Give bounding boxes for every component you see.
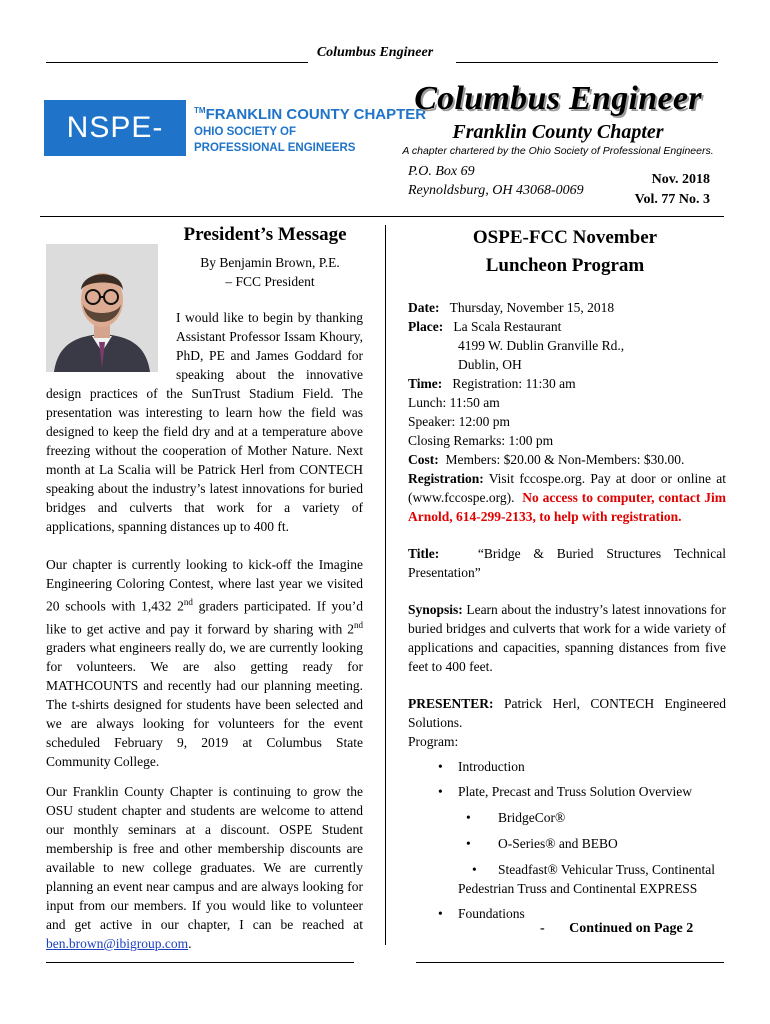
lunch-time: Lunch: 11:50 am (408, 395, 500, 410)
top-rule-right (456, 62, 718, 63)
place-label: Place: (408, 319, 444, 334)
luncheon-heading (420, 224, 710, 280)
photo-wrap-space (46, 308, 176, 384)
closing-time: Closing Remarks: 1:00 pm (408, 433, 554, 448)
bullet-dot: • (438, 784, 443, 799)
time-value: Registration: 11:30 am (452, 376, 576, 391)
president-paragraph-3: Our Franklin County Chapter is continuing to grow the OSU student chapter and students are welcome to attend our monthly seminars at a discount. OSPE Student membership is free and other membership discounts are available to new college graduates. We are currently planning an event near campus and are always looking for input from our members. If you would like to volunteer and get active in our chapter, I can be reached at ben.brown@ibigroup.com. (46, 784, 363, 951)
registration-label: Registration: (408, 471, 484, 486)
program-subitem: Steadfast® Vehicular Truss, Continental (498, 862, 715, 877)
cost-label: Cost: (408, 452, 439, 467)
top-rule-left (46, 62, 308, 63)
logo-wordmark (194, 102, 427, 156)
place-line1: La Scala Restaurant (453, 319, 562, 334)
president-byline (175, 253, 365, 291)
president-email-link[interactable]: ben.brown@ibigroup.com (46, 936, 189, 951)
time-label: Time: (408, 376, 443, 391)
logo-line1: FRANKLIN COUNTY CHAPTER (205, 106, 427, 123)
title-value: “Bridge & Buried Structures Technical Presentation” (408, 546, 727, 580)
program-subitem: O-Series® and BEBO (498, 836, 618, 851)
registration-info (408, 469, 726, 526)
program-item: Foundations (458, 906, 525, 921)
bottom-rule-left (46, 962, 354, 963)
masthead-title: Columbus Engineer (414, 80, 702, 117)
program-item: Plate, Precast and Truss Solution Overview (458, 784, 692, 799)
nspe-oh-logo (44, 100, 427, 200)
column-divider (385, 225, 386, 945)
presentation-title (408, 544, 726, 582)
bullet-dot: • (472, 862, 477, 877)
issue-info (600, 170, 710, 210)
logo-mark: NSPE-OH (44, 100, 186, 156)
byline-name: By Benjamin Brown, P.E. (200, 255, 340, 270)
presenter (408, 694, 726, 751)
continued-on-page: Continued on Page 2 (569, 921, 694, 936)
issue-volume: Vol. 77 No. 3 (634, 192, 710, 207)
continued-dash: - (540, 921, 545, 936)
bullet-dot: • (466, 810, 471, 825)
running-header-title: Columbus Engineer (316, 45, 434, 60)
program-subitem-continued: Pedestrian Truss and Continental EXPRESS (458, 881, 698, 896)
presenter-label: PRESENTER: (408, 696, 494, 711)
mailing-address (408, 162, 584, 200)
continued-note (540, 921, 712, 937)
date-value: Thursday, November 15, 2018 (449, 300, 615, 315)
logo-line2: OHIO SOCIETY OF (194, 126, 297, 138)
synopsis-value: Learn about the industry’s latest innovations for buried bridges and culverts that work for a wide variety of applications and capacities, spanning distances from five feet to 400 feet. (408, 602, 727, 674)
presenter-value: Patrick Herl, CONTECH Engineered Solutions. (408, 696, 726, 730)
bottom-rule-right (416, 962, 724, 963)
synopsis-label: Synopsis: (408, 602, 463, 617)
logo-line3: PROFESSIONAL ENGINEERS (194, 142, 356, 154)
luncheon-heading-line1: OSPE-FCC November (472, 227, 658, 248)
logo-trademark: TM (194, 106, 206, 115)
president-paragraph-2: Our chapter is currently looking to kick-off the Imagine Engineering Coloring Contest, where last year we visited 20 schools with 1,432 2nd graders participated. If you’d like to get active and pay it forward by sharing with 2nd graders what engineers really do, we are currently looking for volunteers. We are also getting ready for MATHCOUNTS and recently had our planning meeting. The t-shirts designed for students have been selected and we are always looking for volunteers for the event scheduled February 9, 2019 at Columbus State Community College. (46, 557, 363, 769)
registration-value: Visit fccospe.org. Pay at door or online at (www.fccospe.org). (408, 471, 726, 505)
date-label: Date: (408, 300, 440, 315)
masthead-tagline: A chapter chartered by the Ohio Society of Professional Engineers. (402, 145, 714, 157)
presidents-message-heading: President’s Message (183, 224, 347, 245)
cost-value: Members: $20.00 & Non-Members: $30.00. (445, 452, 685, 467)
address-line2: Reynoldsburg, OH 43068-0069 (408, 183, 584, 198)
president-paragraph-1: I would like to begin by thanking Assistant Professor Issam Khoury, PhD, PE and James Goddard for speaking about the innovative design practices of the SunTrust Stadium Field. The presentation was interesting to learn how the field was designed to keep the field dry and at a temperature above freezing without the cooperation of Mother Nature. Next month at La Scalia will be Patrick Herl from CONTECH speaking about the industry’s latest innovations for buried bridges and culverts that work for a variety of applications, spanning distances up to 400 ft. (46, 310, 363, 534)
speaker-time: Speaker: 12:00 pm (408, 414, 510, 429)
bullet-dot: • (438, 906, 443, 921)
place-line3: Dublin, OH (458, 357, 522, 372)
address-line1: P.O. Box 69 (408, 164, 475, 179)
masthead-subtitle: Franklin County Chapter (452, 121, 664, 143)
bullet-dot: • (466, 836, 471, 851)
issue-date: Nov. 2018 (651, 172, 710, 187)
luncheon-heading-line2: Luncheon Program (485, 255, 645, 276)
title-label: Title: (408, 546, 440, 561)
registration-alert: No access to computer, contact Jim Arnold, 614-299-2133, to help with registration. (408, 490, 727, 524)
place-line2: 4199 W. Dublin Granville Rd., (458, 338, 625, 353)
luncheon-details (408, 298, 726, 526)
masthead-rule (40, 216, 724, 217)
synopsis (408, 600, 726, 676)
byline-role: – FCC President (225, 274, 315, 289)
program-subitem: BridgeCor® (498, 810, 566, 825)
program-label: Program: (408, 734, 459, 749)
program-item: Introduction (458, 759, 525, 774)
bullet-dot: • (438, 759, 443, 774)
